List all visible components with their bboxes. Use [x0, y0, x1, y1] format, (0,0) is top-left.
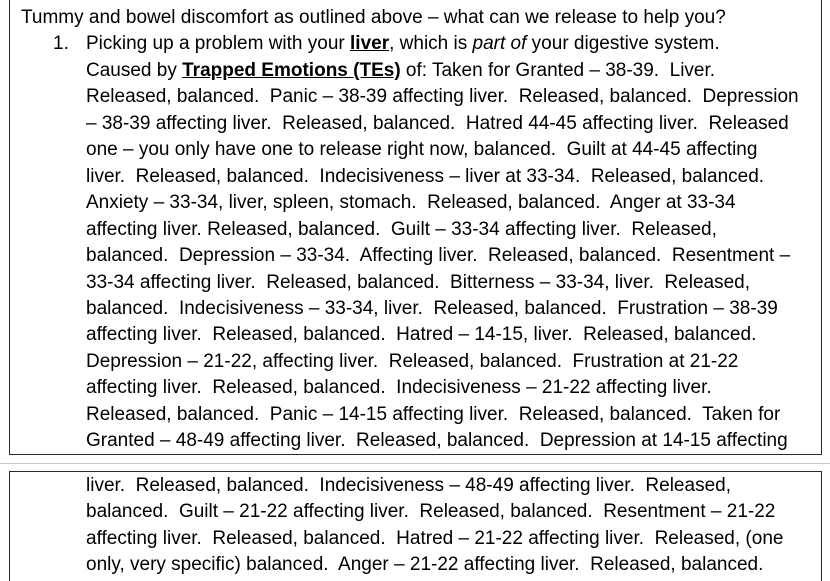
page-1-text-frame [9, 0, 822, 455]
body-line: one – you only have one to release right now, balanced. Guilt at 44-45 affecting [86, 139, 758, 160]
list-item-first-line [86, 31, 720, 57]
body-line: 33-34 affecting liver. Released, balanced. Bitterness – 33-34, liver. Released, [86, 272, 750, 293]
page-2-text-frame [9, 471, 822, 581]
body-line: affecting liver. Released, balanced. Guilt – 33-34 affecting liver. Released, [86, 219, 717, 240]
body-line: Anxiety – 33-34, liver, spleen, stomach. Released, balanced. Anger at 33-34 [86, 192, 736, 213]
page-break-divider [0, 463, 830, 464]
list-number: 1. [53, 33, 69, 54]
text-span: your digestive system. [526, 33, 720, 54]
text-span: Picking up a problem with your [86, 33, 351, 54]
intro-question: Tummy and bowel discomfort as outlined above – what can we release to help you? [21, 7, 726, 28]
body-line: balanced. Guilt – 21-22 affecting liver. Released, balanced. Resentment – 21-22 [86, 501, 776, 522]
body-line: liver. Released, balanced. Indecisiveness – 48-49 affecting liver. Released, [86, 475, 731, 496]
body-line: Released, balanced. Panic – 14-15 affecting liver. Released, balanced. Taken for [86, 404, 781, 425]
body-line: only, very specific) balanced. Anger – 21-22 affecting liver. Released, balanced. [86, 554, 764, 575]
body-line: Depression – 21-22, affecting liver. Released, balanced. Frustration at 21-22 [86, 351, 739, 372]
text-span: , which is [389, 33, 473, 54]
body-line: affecting liver. Released, balanced. Hatred – 21-22 affecting liver. Released, (one [86, 528, 784, 549]
liver-emphasis: liver [350, 33, 390, 54]
part-of-emphasis: part of [472, 33, 527, 54]
trapped-emotions-emphasis: Trapped Emotions (TEs) [182, 60, 401, 81]
caused-by-line [86, 58, 715, 84]
body-line: – 38-39 affecting liver. Released, balanced. Hatred 44-45 affecting liver. Released [86, 113, 789, 134]
body-line: Granted – 48-49 affecting liver. Released, balanced. Depression at 14-15 affecting [86, 430, 788, 451]
body-line: affecting liver. Released, balanced. Hatred – 14-15, liver. Released, balanced. [86, 324, 757, 345]
body-line: balanced. Indecisiveness – 33-34, liver. Released, balanced. Frustration – 38-39 [86, 298, 778, 319]
body-line: balanced. Depression – 33-34. Affecting liver. Released, balanced. Resentment – [86, 245, 791, 266]
body-line: affecting liver. Released, balanced. Indecisiveness – 21-22 affecting liver. [86, 377, 712, 398]
body-line: Released, balanced. Panic – 38-39 affecting liver. Released, balanced. Depression [86, 86, 799, 107]
body-line: liver. Released, balanced. Indecisiveness – liver at 33-34. Released, balanced. [86, 166, 765, 187]
text-span: of: Taken for Granted – 38-39. Liver. [400, 60, 716, 81]
text-span: Caused by [86, 60, 183, 81]
